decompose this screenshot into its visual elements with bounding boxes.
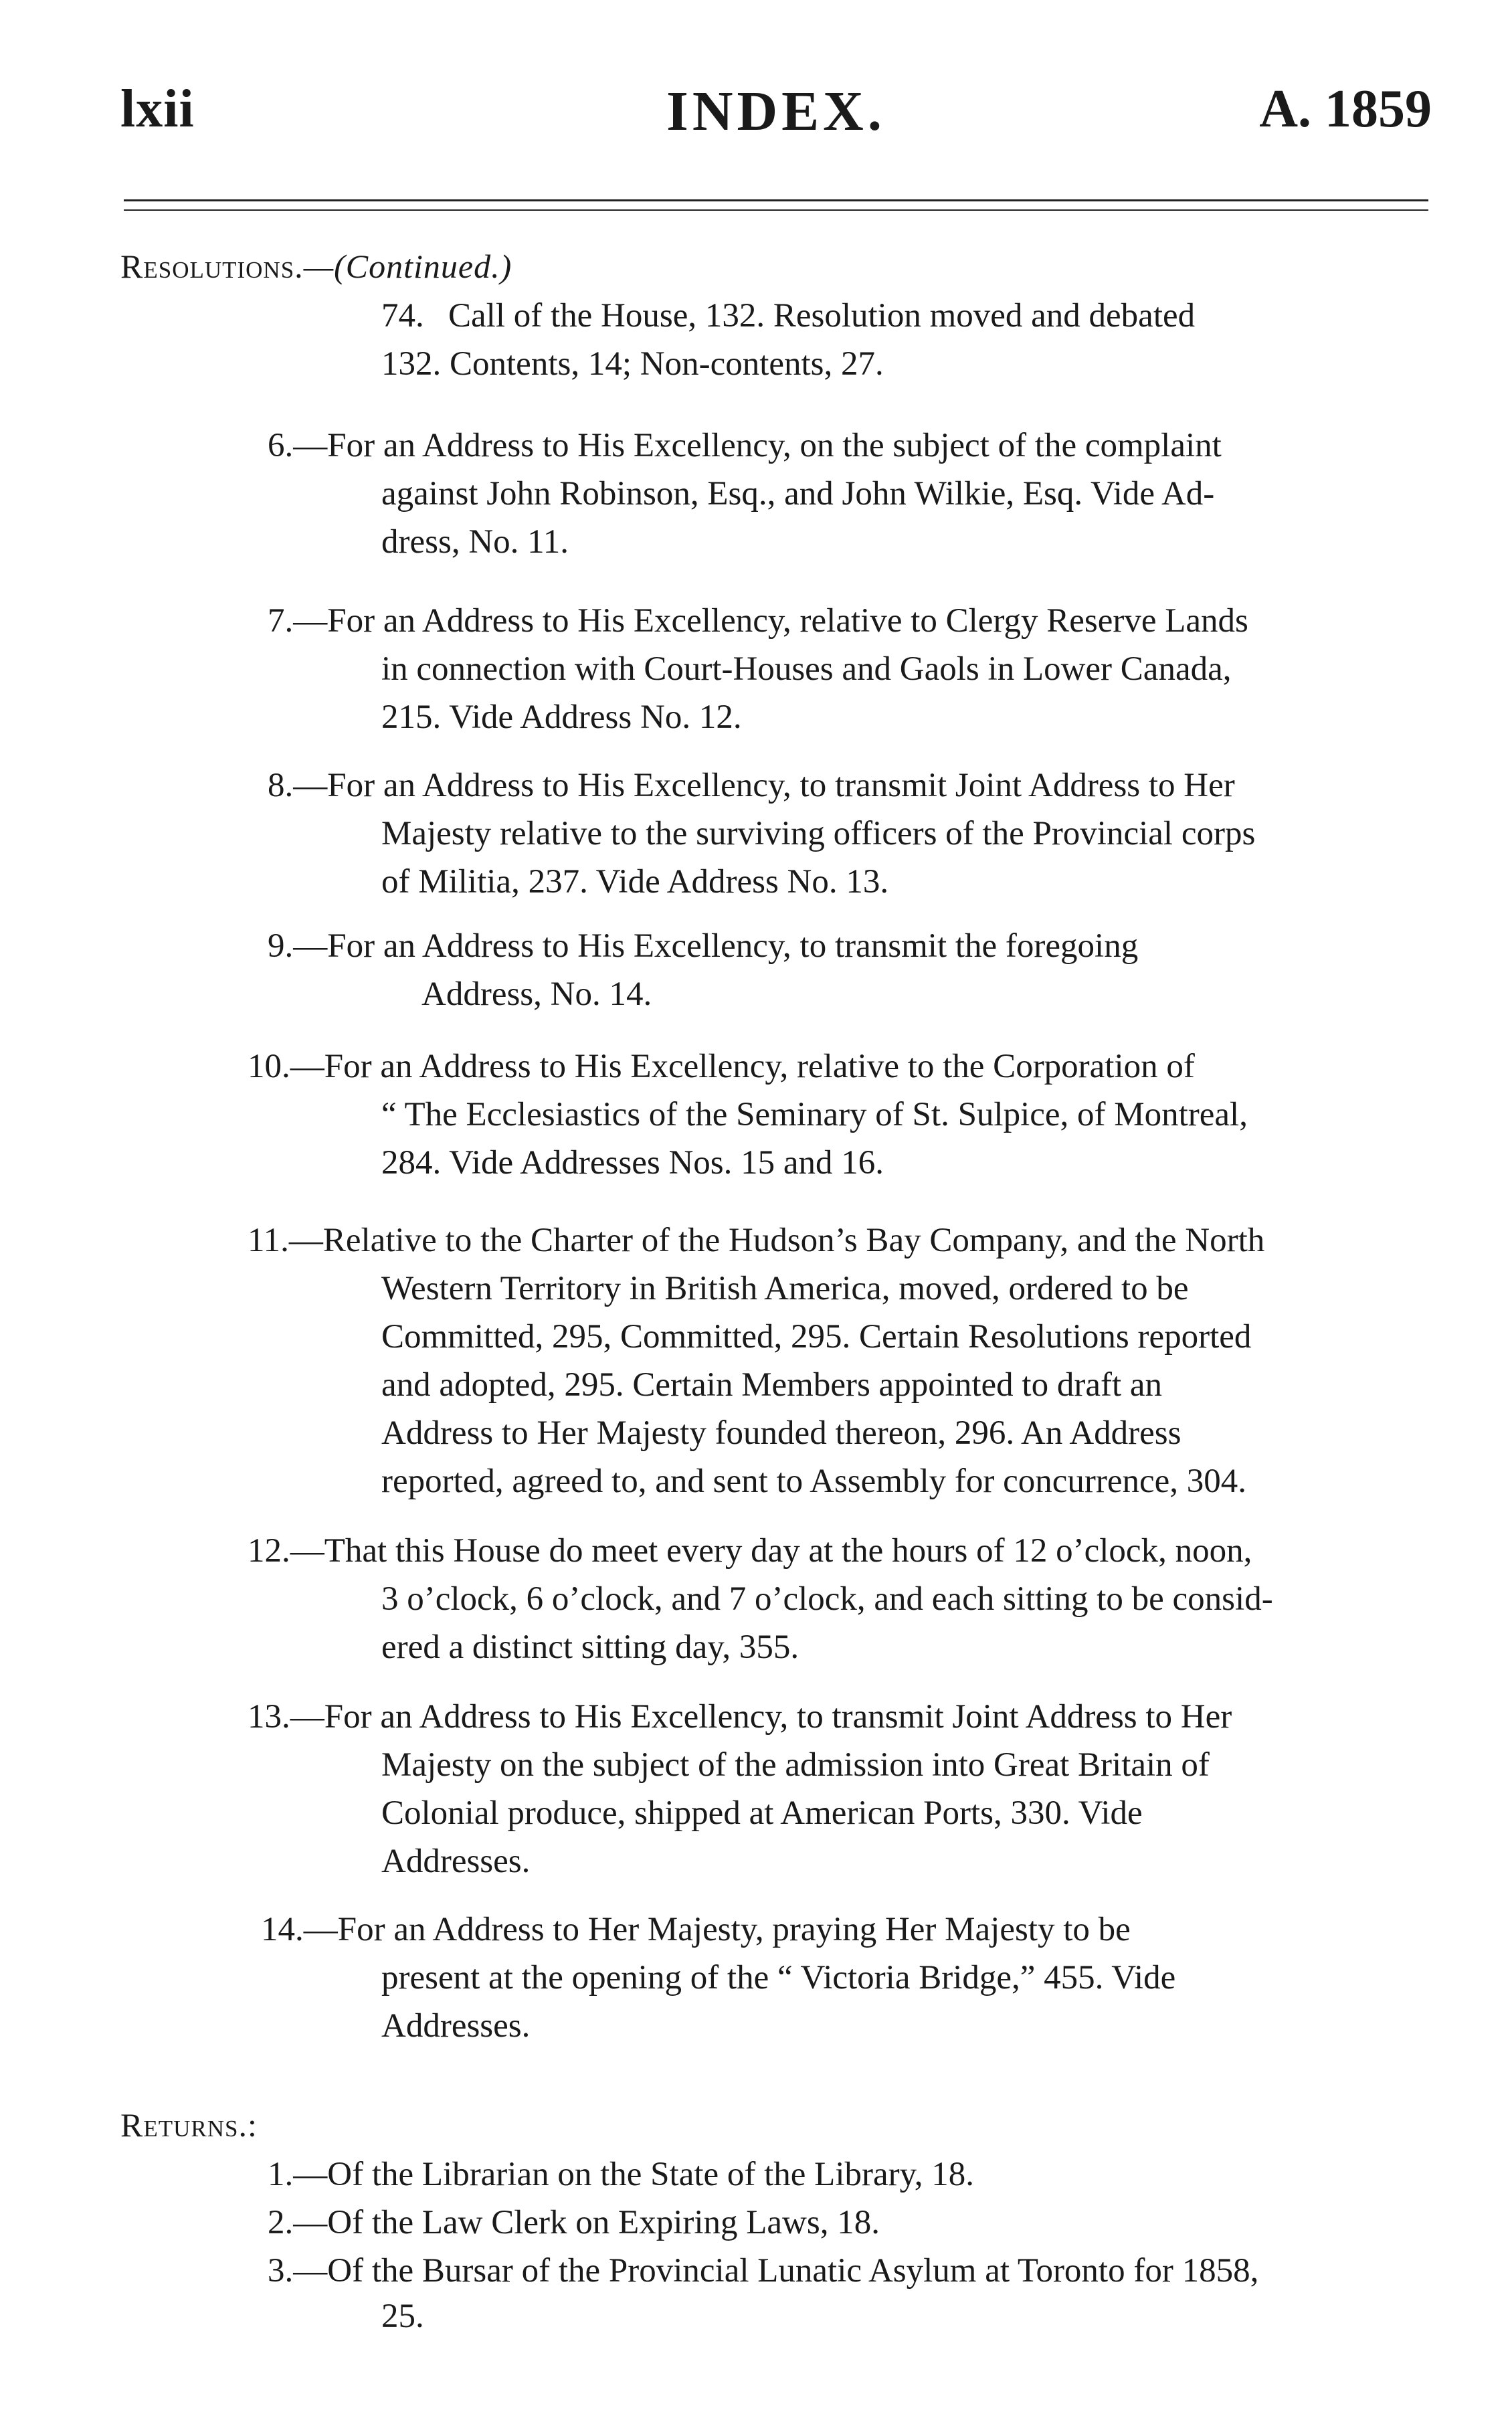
- entry-line: —For an Address to His Excellency, on the subject of the complaint: [293, 427, 1222, 464]
- entry-line: Committed, 295, Committed, 295. Certain Resolutions reported: [381, 1318, 1252, 1356]
- entry-line: Addresses.: [381, 2007, 531, 2045]
- entry-line: Address, No. 14.: [421, 975, 652, 1013]
- return-number: 2.: [268, 2204, 294, 2241]
- entry-line: and adopted, 295. Certain Members appointed to draft an: [381, 1366, 1162, 1404]
- entry-number: 9.: [268, 927, 294, 965]
- resolution-entry: [248, 1042, 1432, 1091]
- page-title: INDEX.: [666, 80, 886, 143]
- entry-line: 132. Contents, 14; Non-contents, 27.: [381, 345, 884, 383]
- header-rule-bottom: [124, 209, 1428, 211]
- entry-number: 7.: [268, 602, 294, 640]
- entry-line: against John Robinson, Esq., and John Wilkie, Esq. Vide Ad-: [381, 475, 1215, 513]
- entry-line: Addresses.: [381, 1843, 531, 1880]
- header-rule-top: [124, 199, 1428, 201]
- entry-line: in connection with Court-Houses and Gaols in Lower Canada,: [381, 650, 1232, 688]
- return-text: —Of the Bursar of the Provincial Lunatic Asylum at Toronto for 1858,: [293, 2252, 1259, 2290]
- entry-line: “ The Ecclesiastics of the Seminary of St. Sulpice, of Montreal,: [381, 1096, 1248, 1133]
- page-year: A. 1859: [1259, 80, 1432, 138]
- entry-line: Majesty relative to the surviving officers of the Provincial corps: [381, 815, 1256, 852]
- entry-number: 13.: [248, 1698, 290, 1736]
- entry-line: Majesty on the subject of the admission into Great Britain of: [381, 1746, 1210, 1784]
- resolution-entry: [268, 597, 1432, 645]
- return-item: [268, 2150, 974, 2199]
- entry-line: —Relative to the Charter of the Hudson’s Bay Company, and the North: [288, 1222, 1265, 1259]
- page-header: [120, 79, 1432, 153]
- entry-line: reported, agreed to, and sent to Assembly for concurrence, 304.: [381, 1463, 1246, 1500]
- entry-line: 284. Vide Addresses Nos. 15 and 16.: [381, 1144, 884, 1182]
- resolutions-heading: [120, 242, 512, 290]
- entry-number: 10.: [248, 1048, 290, 1085]
- entry-line: —For an Address to His Excellency, to transmit Joint Address to Her: [293, 767, 1235, 804]
- resolution-entry: [268, 422, 1432, 470]
- entry-number: 14.: [261, 1911, 304, 1948]
- return-number: 1.: [268, 2156, 294, 2193]
- entry-line: —For an Address to His Excellency, to transmit Joint Address to Her: [290, 1698, 1232, 1736]
- resolution-entry: [248, 1527, 1432, 1575]
- returns-heading: Returns.:: [120, 2106, 258, 2144]
- entry-line: Address to Her Majesty founded thereon, 296. An Address: [381, 1414, 1182, 1452]
- return-item: [268, 2247, 1258, 2295]
- entry-line: 3 o’clock, 6 o’clock, and 7 o’clock, and each sitting to be consid-: [381, 1580, 1273, 1618]
- resolution-entry: [381, 292, 1425, 340]
- entry-line: —For an Address to His Excellency, relative to the Corporation of: [290, 1048, 1195, 1085]
- resolutions-heading-label: Resolutions.: [120, 248, 304, 285]
- entry-line: —That this House do meet every day at the hours of 12 o’clock, noon,: [290, 1532, 1252, 1570]
- entry-line: Western Territory in British America, moved, ordered to be: [381, 1270, 1189, 1307]
- entry-line: Colonial produce, shipped at American Ports, 330. Vide: [381, 1794, 1143, 1832]
- return-text: —Of the Law Clerk on Expiring Laws, 18.: [293, 2204, 880, 2241]
- entry-line: —For an Address to His Excellency, to transmit the foregoing: [293, 927, 1139, 965]
- resolution-entry: [268, 761, 1432, 810]
- page-folio: lxii: [120, 80, 195, 138]
- return-item-continuation: 25.: [381, 2298, 424, 2335]
- entry-number: 12.: [248, 1532, 290, 1570]
- entry-line: 215. Vide Address No. 12.: [381, 699, 742, 736]
- continued-label: —(Continued.): [303, 248, 512, 285]
- entry-line: ered a distinct sitting day, 355.: [381, 1628, 799, 1666]
- entry-line: present at the opening of the “ Victoria Bridge,” 455. Vide: [381, 1959, 1176, 1996]
- resolution-entry: [261, 1905, 1432, 1954]
- entry-number: 11.: [248, 1222, 289, 1259]
- entry-line: dress, No. 11.: [381, 523, 569, 561]
- entry-number: 8.: [268, 767, 294, 804]
- resolution-entry: [248, 1216, 1432, 1265]
- entry-line: —For an Address to His Excellency, relative to Clergy Reserve Lands: [293, 602, 1248, 640]
- return-text: —Of the Librarian on the State of the Library, 18.: [293, 2156, 975, 2193]
- resolution-entry: [248, 1693, 1432, 1741]
- entry-line: Call of the House, 132. Resolution moved and debated: [448, 297, 1196, 335]
- resolution-entry: [268, 922, 1432, 970]
- entry-number: 74.: [381, 297, 424, 335]
- entry-line: —For an Address to Her Majesty, praying Her Majesty to be: [303, 1911, 1131, 1948]
- return-item: [268, 2199, 880, 2247]
- entry-number: 6.: [268, 427, 294, 464]
- return-number: 3.: [268, 2252, 294, 2290]
- entry-line: of Militia, 237. Vide Address No. 13.: [381, 863, 889, 901]
